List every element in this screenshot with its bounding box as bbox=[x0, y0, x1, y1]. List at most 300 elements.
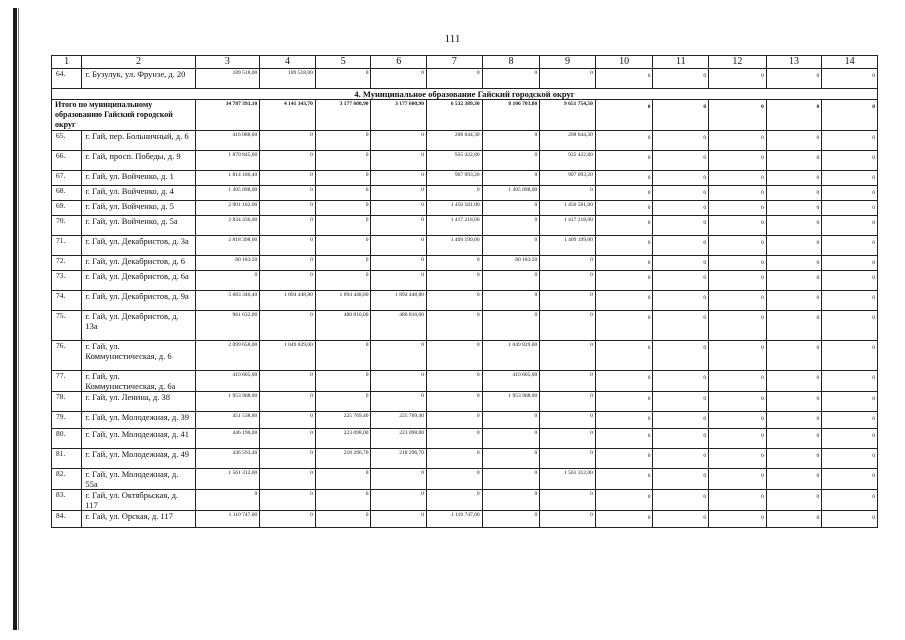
value-cell: 0 bbox=[482, 311, 540, 341]
value-cell: 0 bbox=[766, 256, 822, 271]
value-cell: 0 bbox=[766, 171, 822, 186]
value-cell: 0 bbox=[822, 490, 878, 511]
table-row bbox=[52, 412, 878, 429]
value-cell: 0 bbox=[822, 392, 878, 412]
value-cell: 0 bbox=[653, 490, 709, 511]
value-cell: 0 bbox=[709, 341, 767, 371]
value-cell: 0 bbox=[822, 341, 878, 371]
value-cell: 0 bbox=[766, 341, 822, 371]
value-cell: 0 bbox=[427, 291, 483, 311]
value-cell: 0 bbox=[653, 256, 709, 271]
value-cell: 0 bbox=[595, 371, 653, 392]
value-cell: 0 bbox=[260, 201, 316, 216]
value-cell: 0 bbox=[709, 449, 767, 469]
address-cell: г. Гай, ул. Войченко, д. 5 bbox=[82, 201, 195, 216]
value-cell: 0 bbox=[653, 469, 709, 490]
value-cell: 0 bbox=[315, 201, 371, 216]
address-cell: г. Гай, ул. Орская, д. 117 bbox=[82, 511, 195, 528]
value-cell: 0 bbox=[709, 69, 767, 89]
value-cell: 0 bbox=[427, 469, 483, 490]
value-cell: 0 bbox=[315, 271, 371, 291]
row-number: 75. bbox=[52, 311, 82, 341]
value-cell: 0 bbox=[315, 490, 371, 511]
value-cell: 0 bbox=[595, 256, 653, 271]
value-cell: 0 bbox=[540, 412, 596, 429]
address-cell: г. Бузулук, ул. Фрунзе, д. 20 bbox=[82, 69, 195, 89]
address-cell: г. Гай, ул. Октябрьская, д. 117 bbox=[82, 490, 195, 511]
value-cell: 0 bbox=[653, 171, 709, 186]
value-cell: 0 bbox=[315, 392, 371, 412]
table-row bbox=[52, 490, 878, 511]
row-number: 81. bbox=[52, 449, 82, 469]
value-cell: 0 bbox=[260, 171, 316, 186]
value-cell: 0 bbox=[371, 236, 427, 256]
address-cell: г. Гай, ул. Ленина, д. 38 bbox=[82, 392, 195, 412]
table-row bbox=[52, 171, 878, 186]
column-header: 10 bbox=[595, 56, 653, 69]
value-cell: 0 bbox=[822, 186, 878, 201]
total-row bbox=[52, 100, 878, 131]
value-cell: 0 bbox=[822, 216, 878, 236]
value-cell: 480 816,00 bbox=[371, 311, 427, 341]
value-cell: 0 bbox=[371, 69, 427, 89]
value-cell: 0 bbox=[540, 490, 596, 511]
value-cell: 0 bbox=[766, 271, 822, 291]
value-cell: 0 bbox=[822, 511, 878, 528]
value-cell: 0 bbox=[595, 429, 653, 449]
address-cell: г. Гай, ул. Декабристов, д. 9а bbox=[82, 291, 195, 311]
value-cell: 0 bbox=[482, 216, 540, 236]
table-row bbox=[52, 392, 878, 412]
table-row bbox=[52, 469, 878, 490]
table-row bbox=[52, 429, 878, 449]
value-cell: 2 099 658,00 bbox=[195, 341, 260, 371]
value-cell: 0 bbox=[653, 429, 709, 449]
value-cell: 0 bbox=[482, 271, 540, 291]
value-cell: 0 bbox=[595, 490, 653, 511]
value-cell: 80 183,50 bbox=[482, 256, 540, 271]
column-header: 4 bbox=[260, 56, 316, 69]
value-cell: 1 049 829,00 bbox=[482, 341, 540, 371]
value-cell: 0 bbox=[540, 271, 596, 291]
value-cell: 0 bbox=[653, 236, 709, 256]
value-cell: 1 814 186,40 bbox=[195, 171, 260, 186]
value-cell: 0 bbox=[427, 429, 483, 449]
value-cell: 0 bbox=[766, 311, 822, 341]
value-cell: 0 bbox=[482, 131, 540, 151]
value-cell: 218 296,70 bbox=[315, 449, 371, 469]
column-header: 11 bbox=[653, 56, 709, 69]
value-cell: 0 bbox=[260, 429, 316, 449]
table-row bbox=[52, 341, 878, 371]
address-cell: г. Гай, ул. Декабристов, д. 6а bbox=[82, 271, 195, 291]
value-cell: 0 bbox=[766, 392, 822, 412]
value-cell: 0 bbox=[709, 311, 767, 341]
value-cell: 0 bbox=[482, 412, 540, 429]
column-header: 12 bbox=[709, 56, 767, 69]
value-cell: 3 177 600,90 bbox=[315, 100, 371, 131]
value-cell: 0 bbox=[315, 69, 371, 89]
value-cell: 0 bbox=[653, 511, 709, 528]
value-cell: 0 bbox=[595, 186, 653, 201]
value-cell: 0 bbox=[482, 69, 540, 89]
value-cell: 0 bbox=[766, 412, 822, 429]
value-cell: 0 bbox=[653, 100, 709, 131]
value-cell: 0 bbox=[766, 131, 822, 151]
value-cell: 0 bbox=[427, 341, 483, 371]
row-number: 78. bbox=[52, 392, 82, 412]
value-cell: 0 bbox=[709, 216, 767, 236]
value-cell: 0 bbox=[595, 236, 653, 256]
value-cell: 0 bbox=[709, 291, 767, 311]
value-cell: 0 bbox=[709, 412, 767, 429]
value-cell: 0 bbox=[595, 216, 653, 236]
value-cell: 218 296,70 bbox=[371, 449, 427, 469]
value-cell: 1 561 312,00 bbox=[195, 469, 260, 490]
address-cell: г. Гай, ул. Коммунистическая, д. 6а bbox=[82, 371, 195, 392]
row-number: 64. bbox=[52, 69, 82, 89]
value-cell: 34 787 393,10 bbox=[195, 100, 260, 131]
value-cell: 0 bbox=[260, 412, 316, 429]
value-cell: 0 bbox=[822, 271, 878, 291]
value-cell: 0 bbox=[822, 371, 878, 392]
address-cell: г. Гай, просп. Победы, д. 9 bbox=[82, 151, 195, 171]
value-cell: 451 538,80 bbox=[195, 412, 260, 429]
table-row bbox=[52, 271, 878, 291]
value-cell: 0 bbox=[482, 490, 540, 511]
value-cell: 0 bbox=[315, 236, 371, 256]
value-cell: 0 bbox=[195, 490, 260, 511]
value-cell: 0 bbox=[595, 201, 653, 216]
value-cell: 0 bbox=[540, 371, 596, 392]
value-cell: 1 953 968,00 bbox=[482, 392, 540, 412]
table-row bbox=[52, 151, 878, 171]
column-header: 1 bbox=[52, 56, 82, 69]
address-cell: г. Гай, ул. Молодежная, д. 39 bbox=[82, 412, 195, 429]
value-cell: 0 bbox=[371, 341, 427, 371]
value-cell: 0 bbox=[371, 256, 427, 271]
row-number: 79. bbox=[52, 412, 82, 429]
value-cell: 4 141 343,70 bbox=[260, 100, 316, 131]
value-cell: 0 bbox=[315, 469, 371, 490]
value-cell: 0 bbox=[427, 490, 483, 511]
value-cell: 0 bbox=[260, 271, 316, 291]
value-cell: 0 bbox=[653, 69, 709, 89]
value-cell: 0 bbox=[766, 151, 822, 171]
value-cell: 0 bbox=[595, 392, 653, 412]
value-cell: 0 bbox=[822, 256, 878, 271]
value-cell: 0 bbox=[653, 151, 709, 171]
value-cell: 0 bbox=[766, 469, 822, 490]
value-cell: 0 bbox=[653, 412, 709, 429]
value-cell: 0 bbox=[315, 511, 371, 528]
row-number: 74. bbox=[52, 291, 82, 311]
row-number: 73. bbox=[52, 271, 82, 291]
value-cell: 189 518,00 bbox=[195, 69, 260, 89]
value-cell: 0 bbox=[371, 511, 427, 528]
value-cell: 0 bbox=[540, 429, 596, 449]
value-cell: 0 bbox=[653, 271, 709, 291]
value-cell: 0 bbox=[766, 449, 822, 469]
value-cell: 0 bbox=[653, 291, 709, 311]
value-cell: 0 bbox=[482, 511, 540, 528]
table-row bbox=[52, 69, 878, 89]
value-cell: 0 bbox=[709, 429, 767, 449]
value-cell: 0 bbox=[371, 131, 427, 151]
address-cell: г. Гай, ул. Войченко, д. 5а bbox=[82, 216, 195, 236]
value-cell: 0 bbox=[653, 449, 709, 469]
value-cell: 0 bbox=[822, 429, 878, 449]
value-cell: 907 093,20 bbox=[540, 171, 596, 186]
value-cell: 0 bbox=[766, 490, 822, 511]
value-cell: 0 bbox=[260, 216, 316, 236]
value-cell: 0 bbox=[766, 236, 822, 256]
value-cell: 0 bbox=[482, 151, 540, 171]
value-cell: 0 bbox=[260, 392, 316, 412]
value-cell: 1 894 448,80 bbox=[315, 291, 371, 311]
value-cell: 0 bbox=[766, 216, 822, 236]
row-number: 77. bbox=[52, 371, 82, 392]
value-cell: 0 bbox=[482, 429, 540, 449]
value-cell: 0 bbox=[427, 412, 483, 429]
value-cell: 1 495 098,00 bbox=[195, 186, 260, 201]
page-number: 111 bbox=[444, 33, 461, 45]
row-number: 65. bbox=[52, 131, 82, 151]
value-cell: 0 bbox=[595, 69, 653, 89]
value-cell: 0 bbox=[315, 131, 371, 151]
value-cell: 0 bbox=[822, 131, 878, 151]
column-header: 8 bbox=[482, 56, 540, 69]
address-cell: г. Гай, ул. Декабристов, д. 6 bbox=[82, 256, 195, 271]
value-cell: 2 818 398,00 bbox=[195, 236, 260, 256]
table-row bbox=[52, 311, 878, 341]
row-number: 71. bbox=[52, 236, 82, 256]
value-cell: 1 953 968,00 bbox=[195, 392, 260, 412]
address-cell: г. Гай, ул. Войченко, д. 4 bbox=[82, 186, 195, 201]
value-cell: 0 bbox=[766, 100, 822, 131]
value-cell: 0 bbox=[371, 201, 427, 216]
value-cell: 1 450 581,00 bbox=[540, 201, 596, 216]
value-cell: 0 bbox=[540, 69, 596, 89]
value-cell: 0 bbox=[766, 371, 822, 392]
value-cell: 0 bbox=[371, 490, 427, 511]
address-cell: г. Гай, пер. Больничный, д. 6 bbox=[82, 131, 195, 151]
value-cell: 0 bbox=[315, 171, 371, 186]
value-cell: 0 bbox=[260, 236, 316, 256]
table-row bbox=[52, 449, 878, 469]
value-cell: 0 bbox=[482, 449, 540, 469]
value-cell: 0 bbox=[822, 171, 878, 186]
value-cell: 0 bbox=[427, 186, 483, 201]
value-cell: 0 bbox=[260, 449, 316, 469]
value-cell: 0 bbox=[427, 449, 483, 469]
table-row bbox=[52, 256, 878, 271]
address-cell: г. Гай, ул. Декабристов, д. 3а bbox=[82, 236, 195, 256]
value-cell: 1 894 448,80 bbox=[371, 291, 427, 311]
value-cell: 961 632,00 bbox=[195, 311, 260, 341]
total-label: Итого по муниципальному образованию Гайский городской округ bbox=[52, 100, 196, 131]
value-cell: 0 bbox=[315, 341, 371, 371]
row-number: 70. bbox=[52, 216, 82, 236]
value-cell: 0 bbox=[709, 171, 767, 186]
address-cell: г. Гай, ул. Коммунистическая, д. 6 bbox=[82, 341, 195, 371]
value-cell: 0 bbox=[766, 291, 822, 311]
value-cell: 0 bbox=[595, 511, 653, 528]
value-cell: 0 bbox=[709, 271, 767, 291]
value-cell: 0 bbox=[371, 271, 427, 291]
value-cell: 0 bbox=[371, 469, 427, 490]
value-cell: 0 bbox=[822, 69, 878, 89]
value-cell: 0 bbox=[709, 151, 767, 171]
data-table bbox=[51, 55, 878, 528]
table-row bbox=[52, 511, 878, 528]
value-cell: 0 bbox=[595, 412, 653, 429]
address-cell: г. Гай, ул. Войченко, д. 1 bbox=[82, 171, 195, 186]
value-cell: 446 196,00 bbox=[195, 429, 260, 449]
value-cell: 1 417 218,00 bbox=[427, 216, 483, 236]
table-row bbox=[52, 186, 878, 201]
value-cell: 6 532 389,30 bbox=[427, 100, 483, 131]
value-cell: 0 bbox=[371, 392, 427, 412]
value-cell: 0 bbox=[766, 69, 822, 89]
value-cell: 0 bbox=[766, 201, 822, 216]
value-cell: 0 bbox=[653, 186, 709, 201]
value-cell: 0 bbox=[822, 469, 878, 490]
value-cell: 223 098,00 bbox=[315, 429, 371, 449]
value-cell: 0 bbox=[195, 271, 260, 291]
value-cell: 0 bbox=[595, 171, 653, 186]
value-cell: 0 bbox=[595, 151, 653, 171]
value-cell: 0 bbox=[427, 371, 483, 392]
value-cell: 0 bbox=[822, 236, 878, 256]
value-cell: 1 450 581,00 bbox=[427, 201, 483, 216]
address-cell: г. Гай, ул. Декабристов, д. 13а bbox=[82, 311, 195, 341]
column-header: 7 bbox=[427, 56, 483, 69]
value-cell: 1 870 845,60 bbox=[195, 151, 260, 171]
column-header: 14 bbox=[822, 56, 878, 69]
row-number: 67. bbox=[52, 171, 82, 186]
row-number: 80. bbox=[52, 429, 82, 449]
value-cell: 0 bbox=[260, 511, 316, 528]
value-cell: 0 bbox=[315, 371, 371, 392]
value-cell: 410 605,00 bbox=[482, 371, 540, 392]
value-cell: 225 769,40 bbox=[371, 412, 427, 429]
table-row bbox=[52, 291, 878, 311]
value-cell: 225 769,40 bbox=[315, 412, 371, 429]
row-number: 83. bbox=[52, 490, 82, 511]
value-cell: 0 bbox=[260, 151, 316, 171]
value-cell: 0 bbox=[595, 341, 653, 371]
value-cell: 0 bbox=[653, 341, 709, 371]
value-cell: 0 bbox=[653, 392, 709, 412]
section-header-row bbox=[52, 89, 878, 100]
value-cell: 1 049 829,00 bbox=[260, 341, 316, 371]
value-cell: 907 093,20 bbox=[427, 171, 483, 186]
value-cell: 0 bbox=[371, 371, 427, 392]
value-cell: 2 834 436,00 bbox=[195, 216, 260, 236]
value-cell: 0 bbox=[709, 201, 767, 216]
value-cell: 0 bbox=[822, 100, 878, 131]
value-cell: 0 bbox=[653, 311, 709, 341]
value-cell: 0 bbox=[427, 69, 483, 89]
value-cell: 5 683 346,40 bbox=[195, 291, 260, 311]
value-cell: 8 106 703,80 bbox=[482, 100, 540, 131]
value-cell: 1 409 199,00 bbox=[540, 236, 596, 256]
row-number: 82. bbox=[52, 469, 82, 490]
value-cell: 0 bbox=[709, 392, 767, 412]
value-cell: 0 bbox=[371, 171, 427, 186]
value-cell: 0 bbox=[427, 311, 483, 341]
value-cell: 0 bbox=[766, 511, 822, 528]
section-title: 4. Муниципальное образование Гайский городской округ bbox=[52, 89, 878, 100]
value-cell: 0 bbox=[540, 392, 596, 412]
value-cell: 0 bbox=[540, 449, 596, 469]
column-header: 6 bbox=[371, 56, 427, 69]
row-number: 76. bbox=[52, 341, 82, 371]
value-cell: 0 bbox=[260, 469, 316, 490]
value-cell: 0 bbox=[482, 201, 540, 216]
value-cell: 0 bbox=[595, 469, 653, 490]
value-cell: 436 593,40 bbox=[195, 449, 260, 469]
binding-edge-line bbox=[18, 8, 19, 630]
value-cell: 0 bbox=[540, 511, 596, 528]
value-cell: 0 bbox=[482, 291, 540, 311]
value-cell: 0 bbox=[595, 311, 653, 341]
value-cell: 0 bbox=[482, 171, 540, 186]
table-row bbox=[52, 131, 878, 151]
value-cell: 0 bbox=[709, 469, 767, 490]
value-cell: 0 bbox=[595, 449, 653, 469]
value-cell: 0 bbox=[709, 100, 767, 131]
value-cell: 0 bbox=[427, 392, 483, 412]
table-row bbox=[52, 236, 878, 256]
value-cell: 0 bbox=[822, 311, 878, 341]
value-cell: 0 bbox=[482, 469, 540, 490]
value-cell: 935 422,80 bbox=[540, 151, 596, 171]
value-cell: 935 422,80 bbox=[427, 151, 483, 171]
value-cell: 0 bbox=[427, 271, 483, 291]
row-number: 68. bbox=[52, 186, 82, 201]
value-cell: 0 bbox=[822, 291, 878, 311]
address-cell: г. Гай, ул. Молодежная, д. 55а bbox=[82, 469, 195, 490]
column-header: 5 bbox=[315, 56, 371, 69]
value-cell: 0 bbox=[653, 131, 709, 151]
value-cell: 0 bbox=[822, 449, 878, 469]
table-row bbox=[52, 371, 878, 392]
value-cell: 0 bbox=[260, 311, 316, 341]
value-cell: 1 495 098,00 bbox=[482, 186, 540, 201]
value-cell: 0 bbox=[315, 151, 371, 171]
row-number: 66. bbox=[52, 151, 82, 171]
value-cell: 223 098,00 bbox=[371, 429, 427, 449]
value-cell: 0 bbox=[653, 371, 709, 392]
value-cell: 0 bbox=[482, 236, 540, 256]
value-cell: 208 044,30 bbox=[427, 131, 483, 151]
value-cell: 0 bbox=[709, 511, 767, 528]
value-cell: 480 816,00 bbox=[315, 311, 371, 341]
value-cell: 0 bbox=[709, 490, 767, 511]
value-cell: 0 bbox=[371, 186, 427, 201]
value-cell: 0 bbox=[260, 186, 316, 201]
value-cell: 0 bbox=[315, 186, 371, 201]
value-cell: 0 bbox=[709, 256, 767, 271]
value-cell: 0 bbox=[595, 291, 653, 311]
column-header: 9 bbox=[540, 56, 596, 69]
value-cell: 0 bbox=[595, 131, 653, 151]
value-cell: 0 bbox=[540, 311, 596, 341]
column-header: 13 bbox=[766, 56, 822, 69]
column-number-header-row bbox=[52, 56, 878, 69]
